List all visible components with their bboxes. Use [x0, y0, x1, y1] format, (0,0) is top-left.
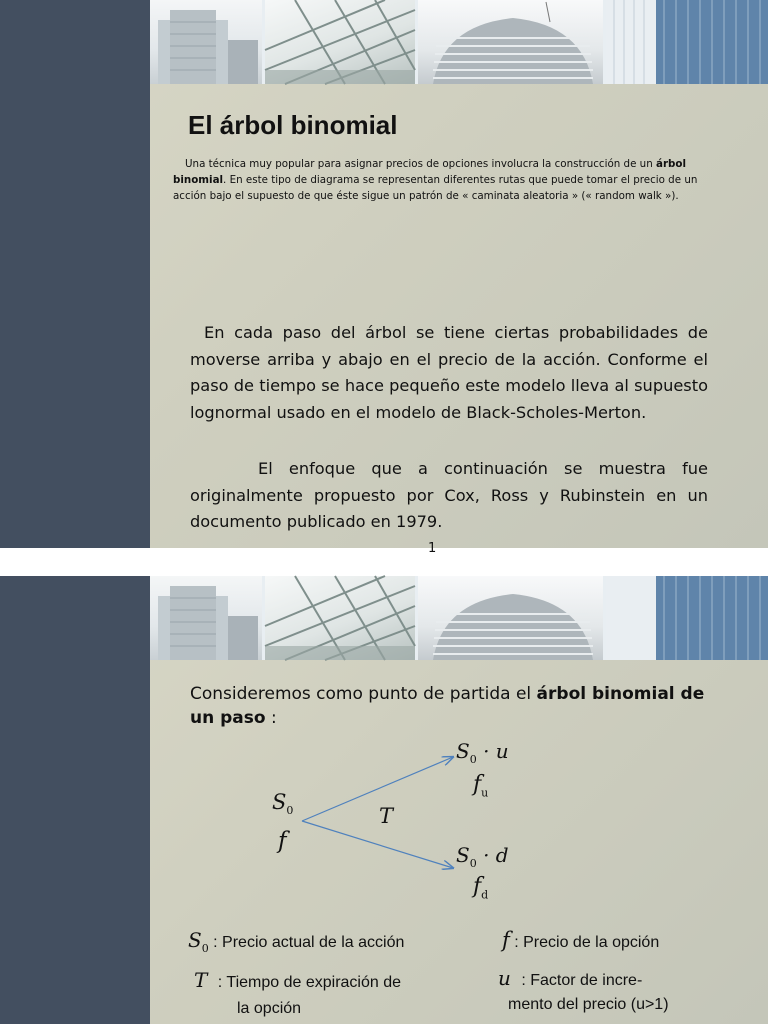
legend-s0-text: : Precio actual de la acción [213, 934, 405, 951]
legend-t-text-line1: : Tiempo de expiración de [217, 974, 402, 991]
intro-sentence [190, 682, 710, 730]
building-photo-3 [418, 0, 603, 84]
down-option-sub: d [481, 888, 489, 902]
root-option-label: f [278, 828, 287, 854]
legend-t-symbol: T [194, 968, 208, 992]
legend-f [502, 928, 659, 952]
legend-u-line2: mento del precio (u>1) [508, 996, 669, 1013]
down-factor: · d [483, 843, 509, 867]
building-photo-3 [418, 576, 603, 660]
intro-end: : [265, 708, 277, 728]
down-price-symbol: S [456, 843, 470, 867]
down-price-sub: 0 [469, 857, 477, 870]
body-paragraph-2: El enfoque que a continuación se muestra fue originalmente propuesto por Cox, Ross y Rubinstein en un documento publicado en 1979. [190, 459, 708, 531]
intro-text-1: Una técnica muy popular para asignar precios de opciones involucra la construcción de un [185, 158, 657, 170]
intro-text-2: . En este tipo de diagrama se representan diferentes rutas que puede tomar el precio de un acción bajo el supuesto de que éste sigue un patrón de « caminata aleatoria » (« random walk »). [173, 174, 698, 202]
sidebar-panel [0, 0, 150, 548]
legend-u-text-line1: : Factor de incre- [521, 972, 643, 989]
up-price-symbol: S [456, 739, 470, 763]
building-photo-2 [265, 576, 415, 660]
intro-bold-term: árbol binomial de un paso [190, 684, 705, 728]
photo-banner [150, 0, 768, 84]
root-price-sub: 0 [286, 804, 294, 818]
slide-title: El árbol binomial [188, 110, 398, 140]
intro-text: Consideremos como punto de partida el [190, 684, 537, 704]
down-branch-arrow [302, 821, 453, 868]
up-factor: · u [483, 739, 509, 763]
intro-bold-term: árbol binomial [173, 158, 687, 186]
legend-f-text: : Precio de la opción [514, 934, 660, 951]
building-photo-4 [606, 0, 768, 84]
up-price-sub: 0 [469, 753, 477, 766]
legend-s0-symbol: $S_0$ [188, 928, 209, 955]
legend-s0 [188, 928, 404, 955]
legend-t [194, 968, 401, 992]
root-price-symbol: S [272, 790, 287, 814]
down-option-label [473, 874, 488, 901]
binomial-tree-diagram [260, 731, 560, 911]
building-photo-1 [150, 576, 262, 660]
up-option-sub: u [481, 786, 489, 800]
body-paragraph-1: En cada paso del árbol se tiene ciertas probabilidades de moverse arriba y abajo en el precio de la acción. Conforme el paso de tiempo se hace pequeño este modelo lleva al supuesto lognormal usado en el modelo de Black-Scholes-Merton. [190, 323, 708, 422]
photo-banner [150, 576, 768, 660]
legend-u [498, 966, 642, 990]
intro-paragraph [173, 156, 708, 204]
page-number: 1 [428, 541, 437, 556]
legend-u-symbol: u [498, 966, 511, 990]
up-price-label [456, 739, 509, 766]
building-photo-1 [150, 0, 262, 84]
sidebar-panel [0, 576, 150, 1024]
up-option-label [473, 772, 488, 799]
slide-2 [0, 576, 768, 1024]
time-label: T [379, 804, 394, 828]
building-photo-4 [606, 576, 768, 660]
legend-t-line2: la opción [237, 1000, 302, 1017]
root-price-label [272, 790, 293, 817]
down-option-symbol: f [473, 874, 482, 899]
up-branch-arrow [302, 757, 453, 821]
down-price-label [456, 843, 509, 870]
legend-f-symbol: f [502, 928, 510, 952]
building-photo-2 [265, 0, 415, 84]
up-option-symbol: f [473, 772, 482, 797]
